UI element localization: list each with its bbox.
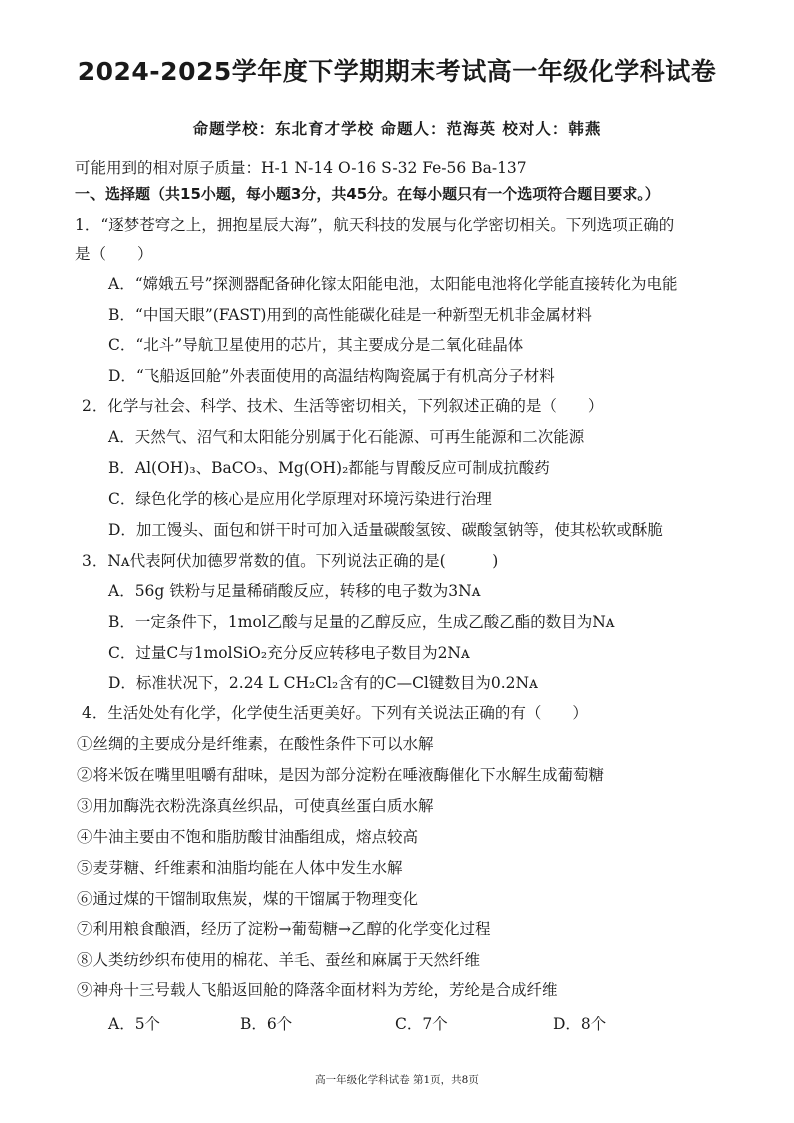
question-4-statement-7: ⑦利用粮食酿酒，经历了淀粉→葡萄糖→乙醇的化学变化过程	[77, 920, 491, 938]
question-2-option-c: C．绿色化学的核心是应用化学原理对环境污染进行治理	[108, 490, 492, 508]
question-4-statement-9: ⑨神舟十三号载人飞船返回舱的降落伞面材料为芳纶，芳纶是合成纤维	[77, 981, 558, 999]
question-3-option-d: D．标准状况下，2.24 L CH₂Cl₂含有的C—Cl键数目为0.2Nᴀ	[108, 674, 538, 692]
question-4-statement-4: ④牛油主要由不饱和脂肪酸甘油酯组成，熔点较高	[77, 828, 419, 846]
question-3-stem: 3．Nᴀ代表阿伏加德罗常数的值。下列说法正确的是( )	[82, 552, 499, 570]
question-4-statement-8: ⑧人类纺纱织布使用的棉花、羊毛、蚕丝和麻属于天然纤维	[77, 951, 481, 969]
question-4-statement-1: ①丝绸的主要成分是纤维素，在酸性条件下可以水解	[77, 735, 434, 753]
question-3-option-a: A．56g 铁粉与足量稀硝酸反应，转移的电子数为3Nᴀ	[108, 582, 481, 600]
exam-title: 2024-2025学年度下学期期末考试高一年级化学科试卷	[77, 57, 717, 86]
question-4-option-b: B．6个	[240, 1015, 293, 1033]
question-2-stem: 2．化学与社会、科学、技术、生活等密切相关，下列叙述正确的是（ ）	[82, 397, 604, 415]
question-1-stem-cont: 是（ ）	[75, 245, 153, 263]
question-4-option-d: D．8个	[553, 1015, 607, 1033]
question-4-statement-5: ⑤麦芽糖、纤维素和油脂均能在人体中发生水解	[77, 859, 403, 877]
question-3-option-c: C．过量C与1molSiO₂充分反应转移电子数目为2Nᴀ	[108, 644, 470, 662]
question-1-option-c: C．“北斗”导航卫星使用的芯片，其主要成分是二氧化硅晶体	[108, 336, 524, 354]
question-4-statement-2: ②将米饭在嘴里咀嚼有甜味，是因为部分淀粉在唾液酶催化下水解生成葡萄糖	[77, 766, 605, 784]
author-info: 命题学校：东北育才学校 命题人：范海英 校对人：韩燕	[192, 120, 602, 138]
atomic-masses: 可能用到的相对原子质量：H-1 N-14 O-16 S-32 Fe-56 Ba-137	[75, 159, 527, 177]
section-heading: 一、选择题（共15小题，每小题3分，共45分。在每小题只有一个选项符合题目要求。）	[75, 185, 660, 203]
question-1-option-a: A．“嫦娥五号”探测器配备砷化镓太阳能电池，太阳能电池将化学能直接转化为电能	[108, 275, 678, 293]
question-1-stem: 1．“逐梦苍穹之上，拥抱星辰大海”，航天科技的发展与化学密切相关。下列选项正确的	[75, 216, 675, 234]
question-2-option-a: A．天然气、沼气和太阳能分别属于化石能源、可再生能源和二次能源	[108, 428, 585, 446]
question-1-option-b: B．“中国天眼”(FAST)用到的高性能碳化硅是一种新型无机非金属材料	[108, 306, 592, 324]
question-4-stem: 4．生活处处有化学，化学使生活更美好。下列有关说法正确的有（ ）	[82, 704, 588, 722]
question-1-option-d: D．“飞船返回舱”外表面使用的高温结构陶瓷属于有机高分子材料	[108, 367, 555, 385]
question-2-option-d: D．加工馒头、面包和饼干时可加入适量碳酸氢铵、碳酸氢钠等，使其松软或酥脆	[108, 521, 663, 539]
question-4-option-c: C．7个	[395, 1015, 448, 1033]
question-4-option-a: A．5个	[108, 1015, 161, 1033]
page-footer: 高一年级化学科试卷 第1页，共8页	[315, 1074, 479, 1086]
question-4-statement-6: ⑥通过煤的干馏制取焦炭，煤的干馏属于物理变化	[77, 890, 419, 908]
question-4-statement-3: ③用加酶洗衣粉洗涤真丝织品，可使真丝蛋白质水解	[77, 797, 434, 815]
question-2-option-b: B．Al(OH)₃、BaCO₃、Mg(OH)₂都能与胃酸反应可制成抗酸药	[108, 459, 550, 477]
question-3-option-b: B．一定条件下，1mol乙酸与足量的乙醇反应，生成乙酸乙酯的数目为Nᴀ	[108, 613, 615, 631]
